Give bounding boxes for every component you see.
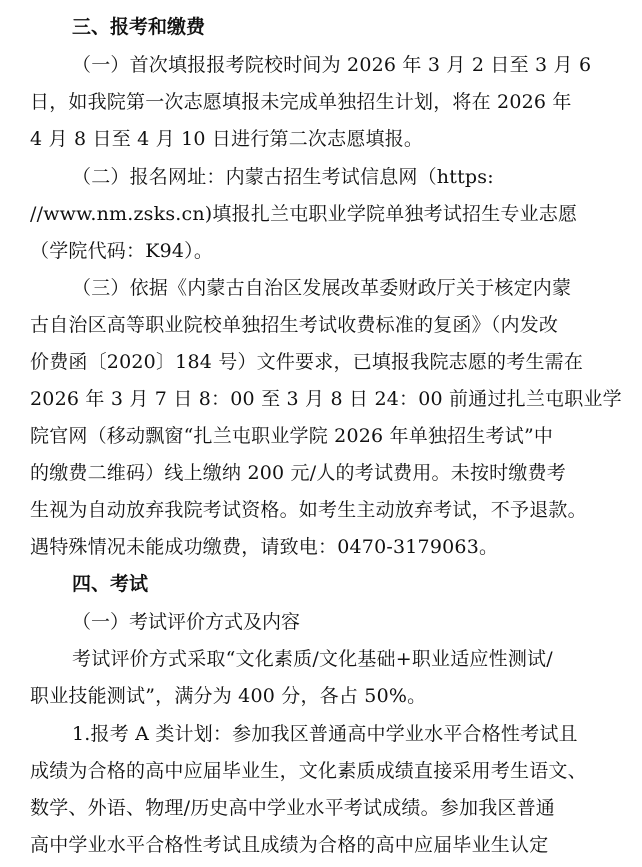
text-line: 2026 年 3 月 7 日 8：00 至 3 月 8 日 24：00 前通过扎兰屯职业学 [30, 388, 622, 410]
text-line: 数学、外语、物理/历史高中学业水平考试成绩。参加我区普通 [30, 797, 556, 819]
text-line: （二）报名网址：内蒙古招生考试信息网（https: [72, 166, 494, 188]
text-line: 的缴费二维码）线上缴纳 200 元/人的考试费用。未按时缴费考 [30, 462, 566, 484]
text-line: 成绩为合格的高中应届毕业生，文化素质成绩直接采用考生语文、 [30, 760, 587, 782]
section-heading-exam: 四、考试 [72, 573, 149, 595]
subsection-heading-exam-method: （一）考试评价方式及内容 [72, 611, 301, 633]
text-line: 职业技能测试”，满分为 400 分，各占 50%。 [30, 685, 427, 707]
text-line: //www.nm.zsks.cn)填报扎兰屯职业学院单独考试招生专业志愿 [30, 203, 578, 225]
text-line: 院官网（移动飘窗“扎兰屯职业学院 2026 年单独招生考试”中 [30, 425, 554, 447]
text-line: （三）依据《内蒙古自治区发展改革委财政厅关于核定内蒙 [72, 277, 572, 299]
text-line: 遇特殊情况未能成功缴费，请致电：0470-3179063。 [30, 536, 499, 558]
text-line: 日，如我院第一次志愿填报未完成单独招生计划，将在 2026 年 [30, 91, 572, 113]
text-line: （一）首次填报报考院校时间为 2026 年 3 月 2 日至 3 月 6 [72, 54, 592, 76]
text-line: 考试评价方式采取“文化素质/文化基础+职业适应性测试/ [72, 648, 553, 670]
text-line: 1.报考 A 类计划：参加我区普通高中学业水平合格性考试且 [72, 723, 578, 745]
text-line: 价费函〔2020〕184 号）文件要求，已填报我院志愿的考生需在 [30, 351, 584, 373]
text-line: 4 月 8 日至 4 月 10 日进行第二次志愿填报。 [30, 128, 424, 150]
text-line: （学院代码：K94）。 [30, 240, 214, 262]
section-heading-registration: 三、报考和缴费 [72, 16, 206, 38]
text-line: 高中学业水平合格性考试且成绩为合格的高中应届毕业生认定 [30, 834, 549, 856]
text-line: 生视为自动放弃我院考试资格。如考生主动放弃考试，不予退款。 [30, 499, 587, 521]
text-line: 古自治区高等职业院校单独招生考试收费标准的复函》（内发改 [30, 314, 559, 336]
